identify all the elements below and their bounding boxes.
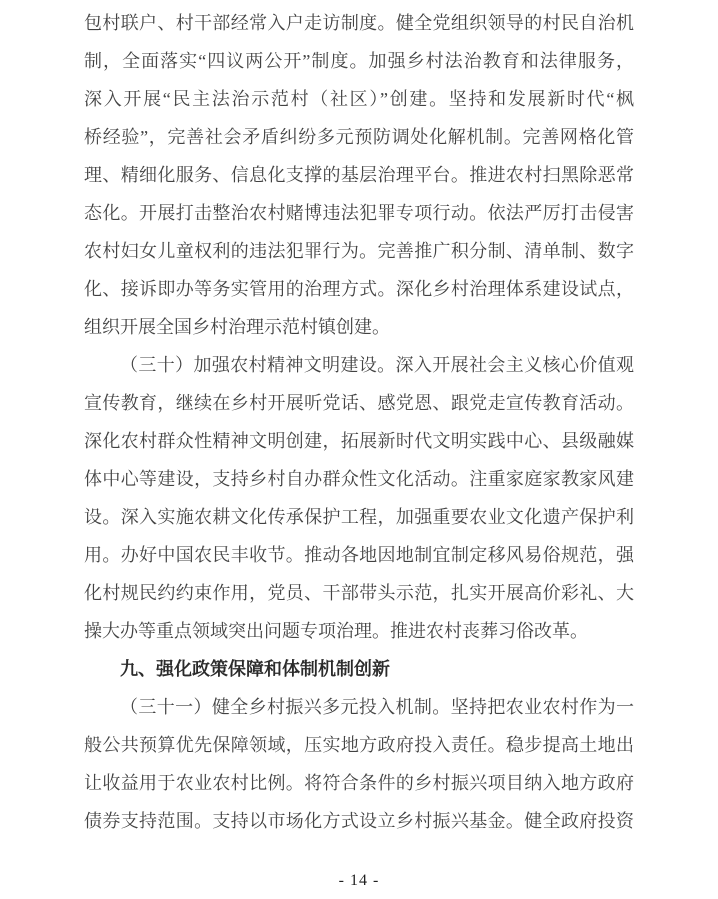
text-line: 债券支持范围。支持以市场化方式设立乡村振兴基金。健全政府投资 (84, 811, 634, 831)
text-line: 深入开展“民主法治示范村（社区）”创建。坚持和发展新时代“枫 (84, 89, 634, 109)
text-line: 理、精细化服务、信息化支撑的基层治理平台。推进农村扫黑除恶常 (84, 165, 634, 185)
page-number: - 14 - (338, 872, 380, 889)
text-line: 设。深入实施农耕文化传承保护工程，加强重要农业文化遗产保护利 (84, 507, 634, 527)
section-heading: 九、强化政策保障和体制机制创新 (120, 659, 390, 679)
paragraph-end-line: 组织开展全国乡村治理示范村镇创建。 (84, 317, 390, 337)
paragraph-start-line: （三十）加强农村精神文明建设。深入开展社会主义核心价值观 (120, 355, 634, 375)
paragraph-start-line: （三十一）健全乡村振兴多元投入机制。坚持把农业农村作为一 (120, 697, 634, 717)
text-line: 深化农村群众性精神文明创建，拓展新时代文明实践中心、县级融媒 (84, 431, 634, 451)
text-line: 用。办好中国农民丰收节。推动各地因地制宜制定移风易俗规范，强 (84, 545, 634, 565)
text-line: 化、接诉即办等务实管用的治理方式。深化乡村治理体系建设试点， (84, 279, 634, 299)
text-block (84, 4, 634, 840)
text-line: 宣传教育，继续在乡村开展听党话、感党恩、跟党走宣传教育活动。 (84, 393, 634, 413)
text-line: 化村规民约约束作用，党员、干部带头示范，扎实开展高价彩礼、大 (84, 583, 634, 603)
text-line: 态化。开展打击整治农村赌博违法犯罪专项行动。依法严厉打击侵害 (84, 203, 634, 223)
text-line: 包村联户、村干部经常入户走访制度。健全党组织领导的村民自治机 (84, 13, 634, 33)
text-line: 桥经验”，完善社会矛盾纠纷多元预防调处化解机制。完善网格化管 (84, 127, 634, 147)
text-line: 体中心等建设，支持乡村自办群众性文化活动。注重家庭家教家风建 (84, 469, 634, 489)
text-line: 让收益用于农业农村比例。将符合条件的乡村振兴项目纳入地方政府 (84, 773, 634, 793)
text-line: 般公共预算优先保障领域，压实地方政府投入责任。稳步提高土地出 (84, 735, 634, 755)
paragraph-end-line: 操大办等重点领域突出问题专项治理。推进农村丧葬习俗改革。 (84, 621, 588, 641)
text-line: 农村妇女儿童权利的违法犯罪行为。完善推广积分制、清单制、数字 (84, 241, 634, 261)
text-line: 制，全面落实“四议两公开”制度。加强乡村法治教育和法律服务， (84, 51, 634, 71)
